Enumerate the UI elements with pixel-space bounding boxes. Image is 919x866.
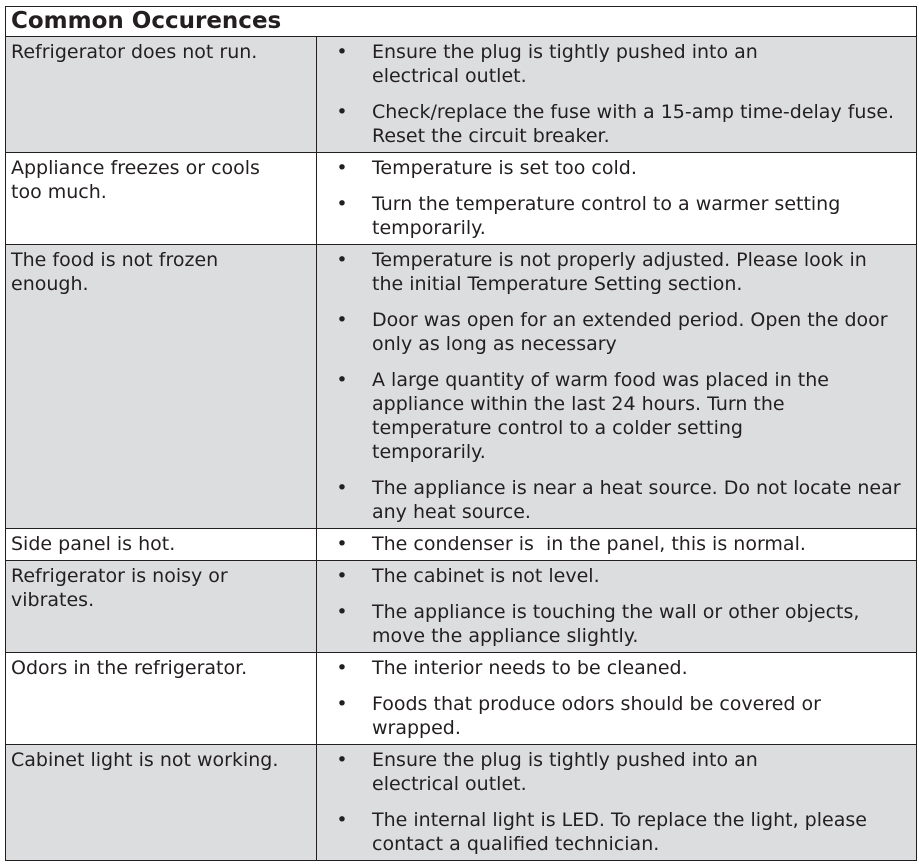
solution-cell [317, 245, 917, 529]
solution-text: Temperature is set too cold. [372, 157, 637, 179]
list-item [331, 248, 902, 296]
list-item [331, 100, 902, 148]
solution-text: The condenser is in the panel, this is normal. [372, 533, 806, 555]
table-row [6, 153, 917, 245]
solution-text: The appliance is touching the wall or other objects, move the appliance slightly. [372, 601, 860, 647]
bullet-icon: • [336, 193, 348, 215]
solution-list [331, 532, 902, 556]
solution-text: The cabinet is not level. [372, 565, 600, 587]
table-row [6, 653, 917, 745]
table-row [6, 745, 917, 861]
list-item [331, 40, 902, 88]
solution-text: Check/replace the fuse with a 15-amp time-delay fuse. Reset the circuit breaker. [372, 101, 895, 147]
table-row [6, 245, 917, 529]
problem-cell: Side panel is hot. [6, 529, 317, 561]
solution-cell [317, 153, 917, 245]
problem-cell: Refrigerator does not run. [6, 37, 317, 153]
solution-list [331, 40, 902, 148]
solution-text: The interior needs to be cleaned. [372, 657, 688, 679]
problem-text: The food is not frozen enough. [11, 249, 219, 295]
bullet-icon: • [336, 809, 348, 831]
problem-cell: Odors in the refrigerator. [6, 653, 317, 745]
bullet-icon: • [336, 657, 348, 679]
solution-text: Foods that produce odors should be covered or wrapped. [372, 693, 821, 739]
bullet-icon: • [336, 565, 348, 587]
solution-cell [317, 745, 917, 861]
bullet-icon: • [336, 533, 348, 555]
bullet-icon: • [336, 693, 348, 715]
list-item [331, 748, 902, 796]
list-item [331, 656, 902, 680]
list-item [331, 808, 902, 856]
solution-text: Temperature is not properly adjusted. Please look in the initial Temperature Setting section. [372, 249, 867, 295]
list-item [331, 564, 902, 588]
solution-list [331, 248, 902, 524]
table-row [6, 37, 917, 153]
solution-text: Ensure the plug is tightly pushed into an electrical outlet. [372, 749, 758, 795]
list-item [331, 692, 902, 740]
problem-text: Refrigerator is noisy or vibrates. [11, 565, 228, 611]
table-row [6, 529, 917, 561]
list-item [331, 156, 902, 180]
solution-list [331, 564, 902, 648]
solution-text: Turn the temperature control to a warmer setting temporarily. [372, 193, 841, 239]
bullet-icon: • [336, 601, 348, 623]
table-row [6, 561, 917, 653]
bullet-icon: • [336, 101, 348, 123]
list-item [331, 476, 902, 524]
problem-cell: Cabinet light is not working. [6, 745, 317, 861]
bullet-icon: • [336, 477, 348, 499]
solution-text: A large quantity of warm food was placed in the appliance within the last 24 hours. Turn the temperature control to a colder setting temporarily. [372, 369, 829, 463]
list-item [331, 308, 902, 356]
bullet-icon: • [336, 309, 348, 331]
list-item [331, 600, 902, 648]
solution-cell [317, 653, 917, 745]
list-item [331, 368, 902, 464]
solution-list [331, 656, 902, 740]
table-title: Common Occurences [6, 7, 917, 37]
solution-text: The appliance is near a heat source. Do not locate near any heat source. [372, 477, 901, 523]
solution-list [331, 156, 902, 240]
list-item [331, 192, 902, 240]
list-item [331, 532, 902, 556]
problem-cell [6, 561, 317, 653]
bullet-icon: • [336, 749, 348, 771]
solution-cell [317, 529, 917, 561]
problem-cell [6, 245, 317, 529]
solution-cell [317, 37, 917, 153]
solution-cell [317, 561, 917, 653]
bullet-icon: • [336, 369, 348, 391]
problem-text: Appliance freezes or cools too much. [11, 157, 260, 203]
solution-list [331, 748, 902, 856]
solution-text: Ensure the plug is tightly pushed into an electrical outlet. [372, 41, 758, 87]
bullet-icon: • [336, 157, 348, 179]
bullet-icon: • [336, 41, 348, 63]
troubleshooting-table [5, 6, 917, 861]
solution-text: The internal light is LED. To replace the light, please contact a qualified technician. [372, 809, 867, 855]
table-header-row [6, 7, 917, 37]
solution-text: Door was open for an extended period. Open the door only as long as necessary [372, 309, 888, 355]
problem-cell [6, 153, 317, 245]
bullet-icon: • [336, 249, 348, 271]
